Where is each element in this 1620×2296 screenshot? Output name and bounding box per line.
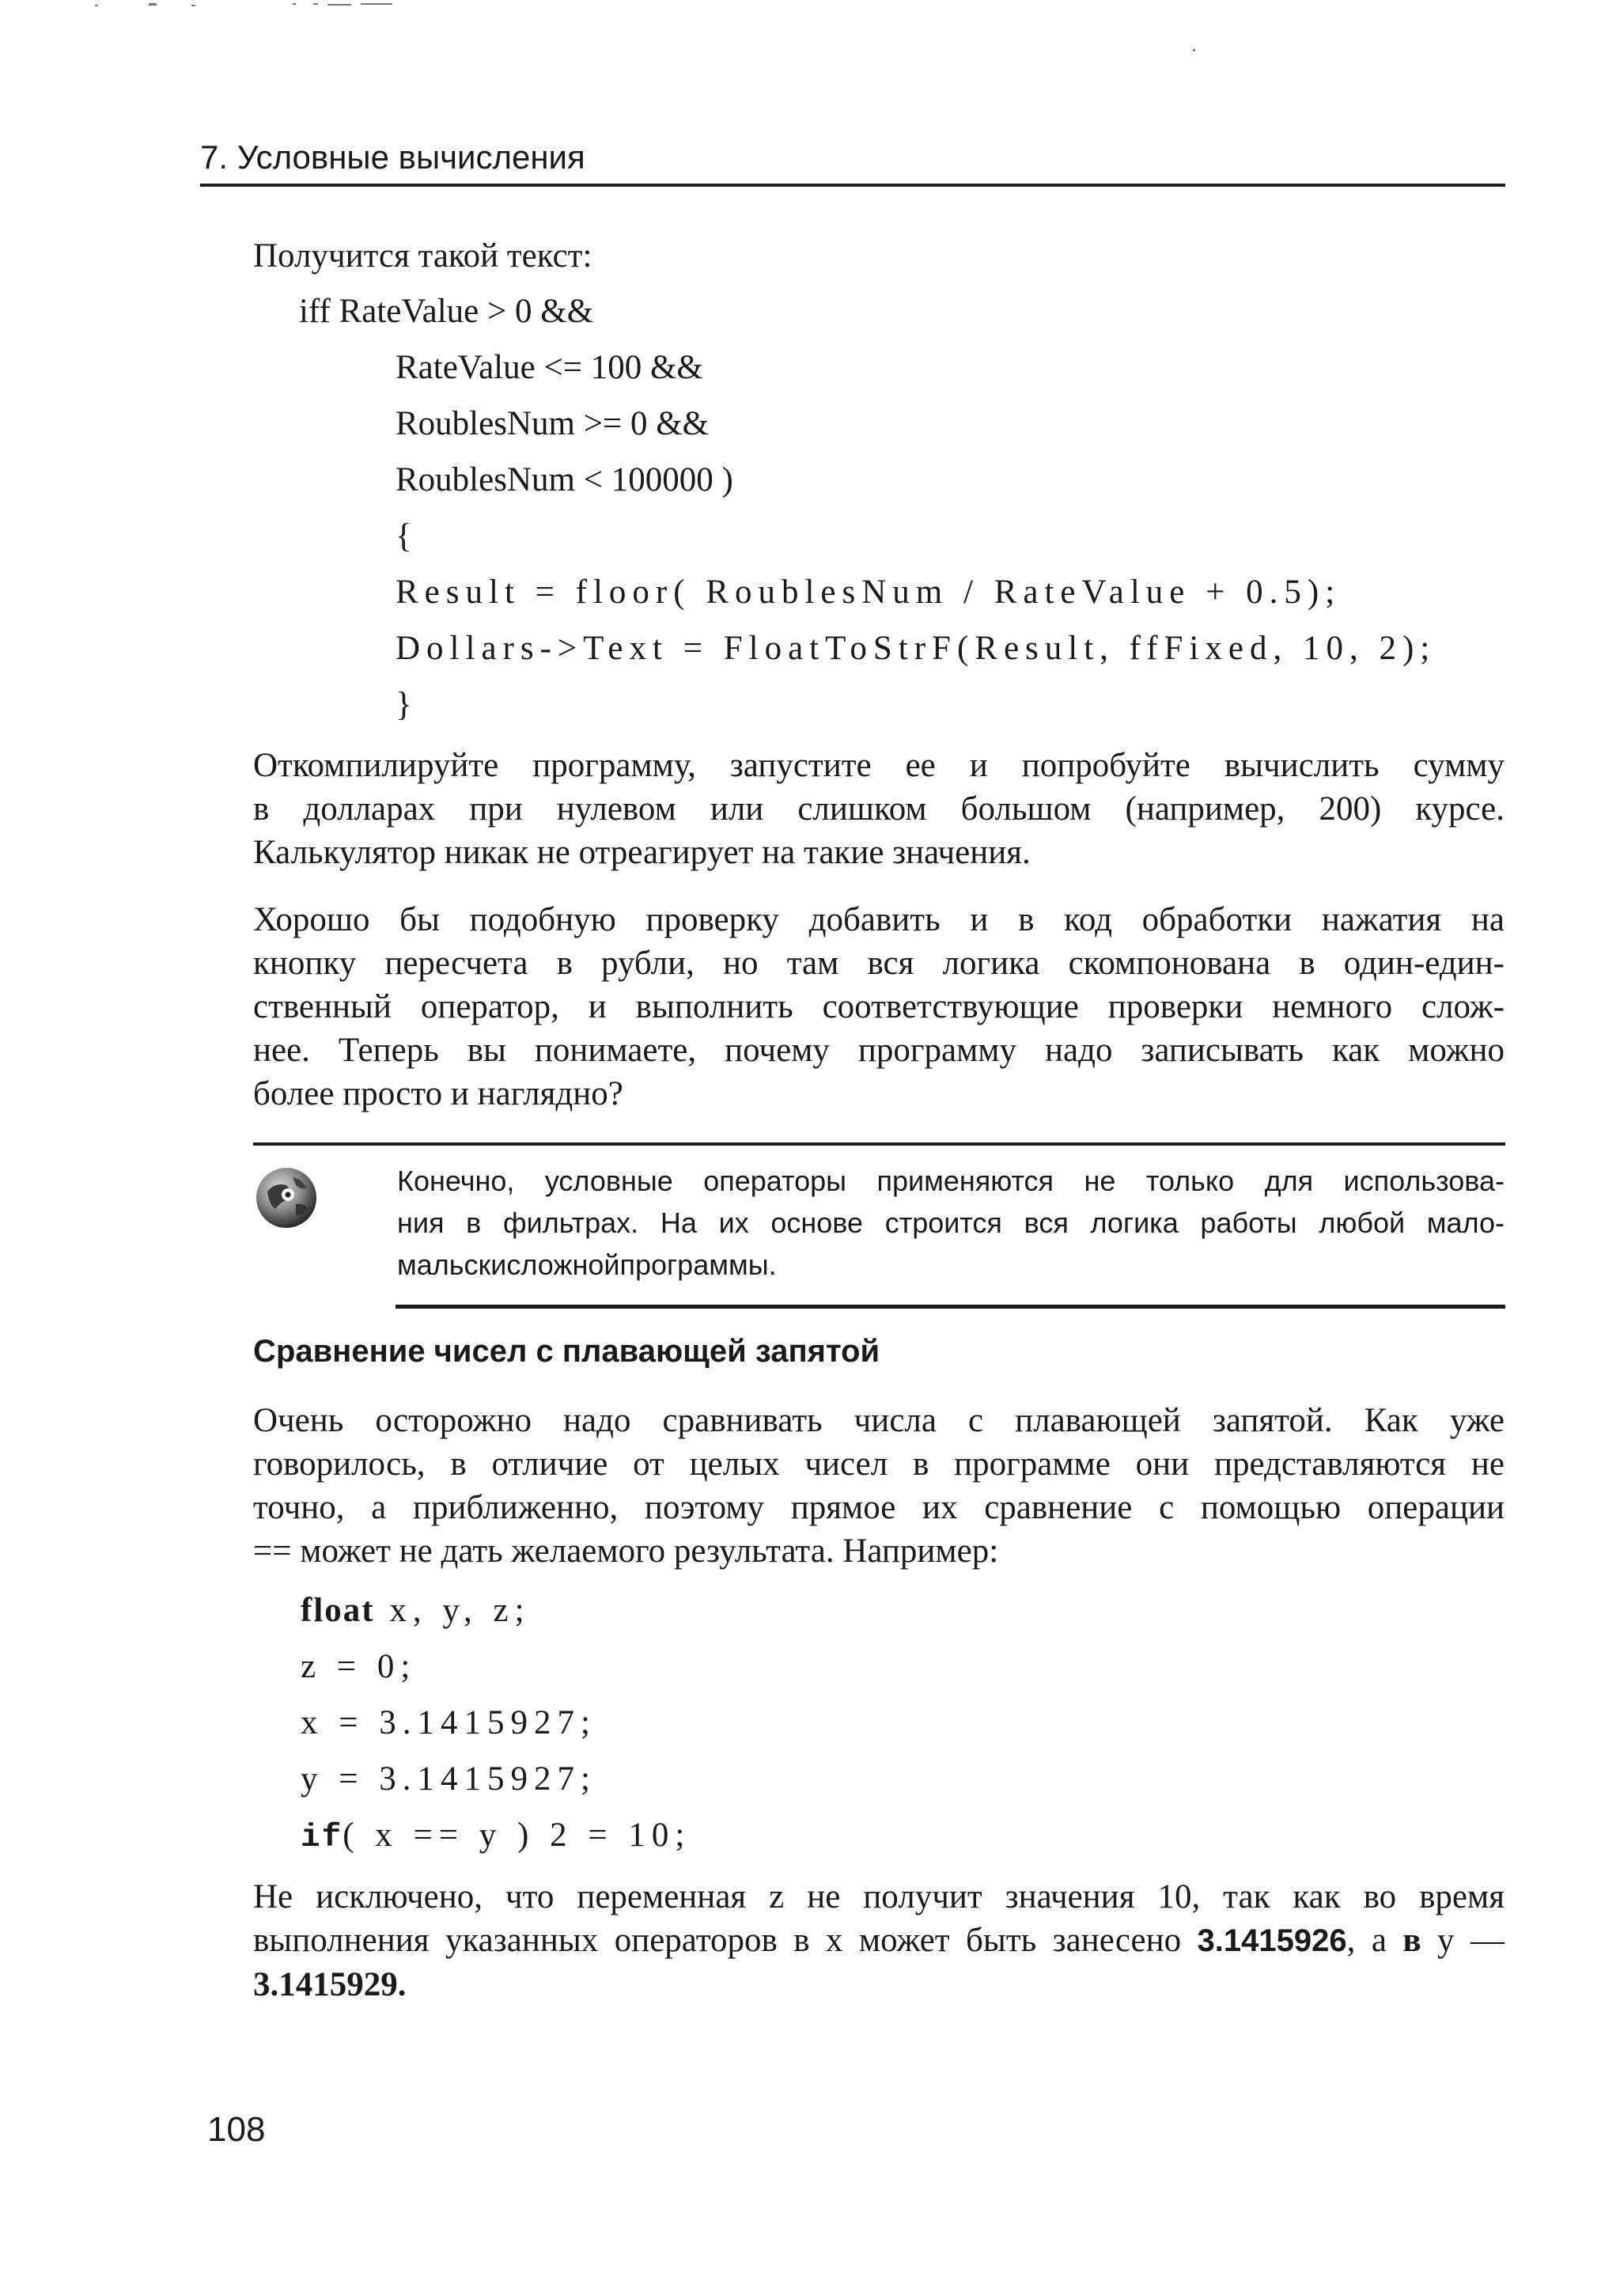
code-line: { <box>396 517 412 555</box>
text-line: Очень осторожно надо сравнивать числа с плавающей запятой. Как уже <box>253 1402 1505 1439</box>
code-line: Dollars->Text = FloatToStrF(Result, ffFixed, 10, 2); <box>396 630 1436 667</box>
scan-artifacts <box>0 0 1620 95</box>
text-run: у — <box>1421 1922 1505 1959</box>
text-line: точно, а приближенно, поэтому прямое их сравнение с помощью операции <box>253 1489 1505 1526</box>
text-line: Конечно, условные операторы применяются не только для использова- <box>397 1165 1505 1197</box>
code-line: x = 3.1415927; <box>301 1704 596 1741</box>
text-line: мальскисложнойпрограммы. <box>397 1248 777 1281</box>
paragraph <box>253 1875 1505 2006</box>
note-text <box>397 1160 1505 1286</box>
code-text: x, y, z; <box>374 1592 531 1629</box>
code-keyword: if <box>301 1820 343 1856</box>
header-rule <box>200 184 1505 187</box>
section-heading: Сравнение чисел с плавающей запятой <box>253 1334 880 1369</box>
code-line: RateValue <= 100 && <box>396 349 703 386</box>
text-line: нее. Теперь вы понимаете, почему программу надо записывать как можно <box>253 1032 1505 1069</box>
code-line <box>301 1813 691 1860</box>
code-line: y = 3.1415927; <box>301 1760 596 1798</box>
paragraph <box>253 1399 1505 1573</box>
text-line: кнопку пересчета в рубли, но там вся логика скомпонована в один-един- <box>253 945 1505 982</box>
note-globe-icon <box>252 1160 324 1233</box>
value-y: 3.1415929. <box>253 1966 407 2003</box>
code-line <box>301 1589 531 1632</box>
code-line: RoublesNum < 100000 ) <box>396 461 733 498</box>
note-rule-bottom <box>396 1305 1505 1309</box>
page-number: 108 <box>207 2110 266 2149</box>
text-run: , а <box>1346 1922 1403 1959</box>
text-line: ственный оператор, и выполнить соответствующие проверки немного слож- <box>253 988 1505 1025</box>
text-line: в долларах при нулевом или слишком большом (например, 200) курсе. <box>253 790 1505 828</box>
text-run-bold: в <box>1402 1922 1421 1959</box>
text-line: говорилось, в отличие от целых чисел в программе они представляются не <box>253 1445 1505 1483</box>
text-line: Не исключено, что переменная z не получит значения 10, так как во время <box>253 1878 1505 1915</box>
code-text: ( x == y ) 2 = 10; <box>343 1817 691 1854</box>
text-line: более просто и наглядно? <box>253 1075 623 1112</box>
note-rule-top <box>253 1142 1505 1146</box>
running-head: 7. Условные вычисления <box>200 138 585 176</box>
text-run: выполнения указанных операторов в x может быть занесено <box>253 1922 1198 1959</box>
value-x: 3.1415926 <box>1197 1923 1347 1958</box>
code-line: Result = floor( RoublesNum / RateValue + 0.5); <box>396 574 1342 611</box>
paragraph <box>253 744 1505 874</box>
code-line: RoublesNum >= 0 && <box>396 405 710 442</box>
code-keyword: float <box>301 1592 375 1629</box>
text-line <box>253 1919 1505 1963</box>
intro-line: Получится такой текст: <box>253 237 592 275</box>
text-line: Хорошо бы подобную проверку добавить и в код обработки нажатия на <box>253 901 1505 938</box>
text-line: Калькулятор никак не отреагирует на такие значения. <box>253 834 1031 871</box>
text-line: == может не дать желаемого результата. Например: <box>253 1533 999 1570</box>
code-line: } <box>396 686 412 723</box>
code-line: z = 0; <box>301 1648 417 1685</box>
text-line: Откомпилируйте программу, запустите ее и попробуйте вычислить сумму <box>253 747 1505 784</box>
paragraph <box>253 898 1505 1116</box>
code-line: iff RateValue > 0 && <box>299 293 594 330</box>
text-line: ния в фильтрах. На их основе строится вся логика работы любой мало- <box>397 1207 1505 1239</box>
